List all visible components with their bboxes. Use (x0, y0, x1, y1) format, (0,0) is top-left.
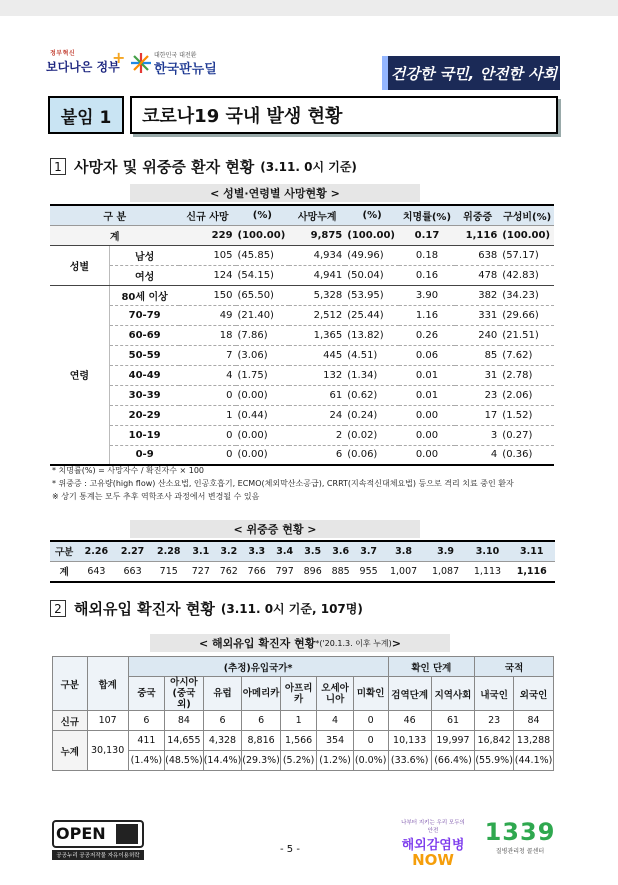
table-cell: 1 (280, 711, 316, 731)
table-cell: (0.00) (236, 445, 290, 465)
table-cell: (0.62) (345, 385, 399, 405)
table-cell: (44.1%) (514, 751, 554, 771)
table-cell: 60-69 (109, 325, 179, 345)
table-cell: 5,328 (289, 285, 345, 305)
table-cell: 40-49 (109, 365, 179, 385)
table-cell: 638 (455, 245, 500, 265)
page-number: - 5 - (280, 844, 300, 855)
table-row (50, 385, 554, 405)
table-cell: 478 (455, 265, 500, 285)
table-cell: 0.06 (399, 345, 455, 365)
table-cell: 3 (455, 425, 500, 445)
row-label: 계 (50, 561, 78, 582)
table-cell: (1.34) (345, 365, 399, 385)
table-cell: 61 (289, 385, 345, 405)
table-row-new: 신규 107 6 84 6 6 1 4 0 46 61 23 84 (53, 711, 554, 731)
import-table-caption: < 해외유입 확진자 현황 *('20.1.3. 이후 누계) > (150, 634, 450, 652)
table-cell: (66.4%) (431, 751, 474, 771)
table-cell: (42.83) (500, 265, 554, 285)
license-icon (116, 824, 138, 844)
country-header: 아메리카 (242, 677, 281, 711)
table-cell: (57.17) (500, 245, 554, 265)
table-cell: 2,512 (289, 305, 345, 325)
table-cell: (29.3%) (242, 751, 281, 771)
table-row (50, 561, 555, 582)
table-cell: 70-79 (109, 305, 179, 325)
table-cell: 84 (165, 711, 204, 731)
table-cell: 46 (388, 711, 431, 731)
confirm-header: 검역단계 (388, 677, 431, 711)
section-number: 2 (50, 600, 66, 617)
col-header: (%) (236, 205, 290, 225)
table-cell: (2.78) (500, 365, 554, 385)
table-cell: 411 (128, 731, 164, 751)
col-header: 치명률(%) (399, 205, 455, 225)
section-title: 사망자 및 위중증 환자 현황 (74, 158, 255, 176)
korean-new-deal-logo: 대한민국 대전환 한국판뉴딜 (130, 48, 240, 82)
table-cell: (2.06) (500, 385, 554, 405)
table-cell: 6 (203, 711, 242, 731)
table-cell: 4 (317, 711, 353, 731)
title-bar (48, 96, 558, 134)
table-cell: 445 (289, 345, 345, 365)
table-cell: (50.04) (345, 265, 399, 285)
table-cell: (49.96) (345, 245, 399, 265)
date-header: 3.10 (467, 541, 509, 561)
table-cell: 4 (455, 445, 500, 465)
table-cell: 762 (215, 561, 243, 582)
import-header-row-2 (53, 677, 554, 711)
table-cell: (14.4%) (203, 751, 242, 771)
table-cell: (21.51) (500, 325, 554, 345)
note-line: * 치명률(%) = 사망자수 / 확진자수 × 100 (52, 466, 205, 475)
table-cell: 1,113 (467, 561, 509, 582)
severe-table-caption: < 위중증 현황 > (130, 520, 420, 538)
table-cell: (13.82) (345, 325, 399, 345)
table-cell: (4.51) (345, 345, 399, 365)
section-title: 해외유입 확진자 현황 (74, 600, 215, 618)
col-header: 구성비(%) (500, 205, 554, 225)
table-row (50, 345, 554, 365)
table-cell: (1.75) (236, 365, 290, 385)
table-cell: 여성 (109, 265, 179, 285)
table-cell: 7 (179, 345, 235, 365)
date-header: 3.2 (215, 541, 243, 561)
table-cell: 61 (431, 711, 474, 731)
table-cell: 1,116 (508, 561, 555, 582)
top-band (0, 0, 618, 16)
col-header: 구분 (50, 541, 78, 561)
table-cell: 50-59 (109, 345, 179, 365)
gov-innovation-logo: 정부혁신 보다나은 정부 + (46, 48, 126, 74)
table-cell: 10-19 (109, 425, 179, 445)
table-cell: 727 (187, 561, 215, 582)
country-header: 미확인 (353, 677, 388, 711)
table-cell: (0.02) (345, 425, 399, 445)
table-row-total: 계 229 (100.00) 9,875 (100.00) 0.17 1,116 (100.00) (50, 225, 554, 245)
table-cell: 1,007 (383, 561, 425, 582)
col-header: 위중증 (455, 205, 500, 225)
table-cell: (53.95) (345, 285, 399, 305)
table-row (50, 245, 554, 265)
table-cell: (45.85) (236, 245, 290, 265)
table-row (50, 265, 554, 285)
table-cell: 10,133 (388, 731, 431, 751)
severe-table-header (50, 541, 555, 561)
table-cell: 0 (353, 731, 388, 751)
table-cell: 6 (128, 711, 164, 731)
group-label-sex: 성별 (50, 245, 109, 285)
table-cell: 1.16 (399, 305, 455, 325)
death-table (50, 204, 554, 466)
table-cell: 6 (242, 711, 281, 731)
table-cell: 23 (475, 711, 514, 731)
table-cell: (33.6%) (388, 751, 431, 771)
confirm-header: 지역사회 (431, 677, 474, 711)
open-license-logo: OPEN 공공누리 공공저작물 자유이용허락 (52, 820, 144, 862)
table-cell: 20-29 (109, 405, 179, 425)
table-cell: 124 (179, 265, 235, 285)
import-table (52, 656, 554, 771)
table-cell: (7.86) (236, 325, 290, 345)
table-cell: 6 (289, 445, 345, 465)
date-header: 2.28 (151, 541, 187, 561)
table-row (50, 325, 554, 345)
table-row (50, 365, 554, 385)
table-cell: (0.44) (236, 405, 290, 425)
table-cell: 24 (289, 405, 345, 425)
table-cell: 4 (179, 365, 235, 385)
table-row (50, 425, 554, 445)
table-cell: 0.26 (399, 325, 455, 345)
table-cell: 0.01 (399, 385, 455, 405)
table-cell: 1,087 (425, 561, 467, 582)
table-cell: 1 (179, 405, 235, 425)
table-cell: 354 (317, 731, 353, 751)
table-cell: 2 (289, 425, 345, 445)
col-header: 사망누계 (289, 205, 345, 225)
table-cell: 0.00 (399, 425, 455, 445)
table-row-cumulative: 누계 30,130 411 14,655 4,328 8,816 1,566 354 0 10,133 19,997 16,842 13,288 (53, 731, 554, 751)
table-cell: 30-39 (109, 385, 179, 405)
table-cell: 240 (455, 325, 500, 345)
table-cell: 382 (455, 285, 500, 305)
date-header: 3.1 (187, 541, 215, 561)
table-cell: (21.40) (236, 305, 290, 325)
table-cell: 16,842 (475, 731, 514, 751)
section-subtitle: (3.11. 0시 기준) (260, 160, 357, 174)
table-cell: 4,941 (289, 265, 345, 285)
import-header-row-1: 구분 합계 (추정)유입국가* 확인 단계 국적 (53, 657, 554, 677)
table-cell: 797 (271, 561, 299, 582)
table-cell: (29.66) (500, 305, 554, 325)
table-cell: (1.52) (500, 405, 554, 425)
nation-header: 내국인 (475, 677, 514, 711)
table-cell: 643 (78, 561, 114, 582)
table-cell: 885 (327, 561, 355, 582)
date-header: 3.8 (383, 541, 425, 561)
overseas-infection-now-logo: 나부터 지키는 우리 모두의 안전 해외감염병 NOW (401, 820, 465, 869)
date-header: 3.3 (243, 541, 271, 561)
table-cell: 31 (455, 365, 500, 385)
table-cell: 663 (114, 561, 150, 582)
table-cell: 1,365 (289, 325, 345, 345)
table-cell: 331 (455, 305, 500, 325)
table-cell: (1.4%) (128, 751, 164, 771)
table-cell: 17 (455, 405, 500, 425)
table-cell: 80세 이상 (109, 285, 179, 305)
plus-icon: + (112, 48, 126, 67)
table-cell: (0.36) (500, 445, 554, 465)
table-cell: (5.2%) (280, 751, 316, 771)
table-row (50, 445, 554, 465)
table-cell: 85 (455, 345, 500, 365)
table-cell: 13,288 (514, 731, 554, 751)
date-header: 3.6 (327, 541, 355, 561)
table-cell: (65.50) (236, 285, 290, 305)
table-cell: 14,655 (165, 731, 204, 751)
country-header: 중국 (128, 677, 164, 711)
table-cell: 0 (179, 445, 235, 465)
severe-table (50, 540, 555, 583)
call-center-logo: 1339 질병관리청 콜센터 (484, 818, 556, 855)
table-cell: (0.06) (345, 445, 399, 465)
table-cell: (0.24) (345, 405, 399, 425)
note-line: * 위중증 : 고유량(high flow) 산소요법, 인공호흡기, ECMO(체외막산소공급), CRRT(지속적신대체요법) 등으로 격리 치료 중인 환자 (52, 479, 514, 488)
date-header: 3.9 (425, 541, 467, 561)
table-cell: 0.01 (399, 365, 455, 385)
table-cell: (1.2%) (317, 751, 353, 771)
table-cell: 23 (455, 385, 500, 405)
date-header: 2.27 (114, 541, 150, 561)
star-burst-icon (130, 52, 152, 74)
country-header: 유럽 (203, 677, 242, 711)
country-header: 아프리카 (280, 677, 316, 711)
table-cell: 0.18 (399, 245, 455, 265)
table-cell: (0.27) (500, 425, 554, 445)
col-header: 구 분 (50, 205, 179, 225)
table-cell: (34.23) (500, 285, 554, 305)
col-header: 신규 사망 (179, 205, 235, 225)
table-row (50, 405, 554, 425)
section-number: 1 (50, 158, 66, 175)
table-cell: 0.16 (399, 265, 455, 285)
table-cell: 3.90 (399, 285, 455, 305)
table-cell: (55.9%) (475, 751, 514, 771)
date-header: 2.26 (78, 541, 114, 561)
country-header: 아시아 (중국 외) (165, 677, 204, 711)
death-table-header (50, 205, 554, 225)
table-cell: 0 (179, 425, 235, 445)
table-cell: 4,934 (289, 245, 345, 265)
table-cell: 0 (179, 385, 235, 405)
table-cell: 8,816 (242, 731, 281, 751)
section1-heading (50, 156, 357, 177)
date-header: 3.11 (508, 541, 555, 561)
table-cell: 1,566 (280, 731, 316, 751)
table-cell: (7.62) (500, 345, 554, 365)
col-header: (%) (345, 205, 399, 225)
table-cell: 0.00 (399, 405, 455, 425)
table-row (50, 285, 554, 305)
attachment-tag: 붙임 1 (48, 96, 124, 134)
table-cell: 18 (179, 325, 235, 345)
page-title: 코로나19 국내 발생 현황 (130, 96, 558, 134)
death-table-caption: < 성별·연령별 사망현황 > (130, 184, 420, 202)
section2-heading (50, 598, 363, 619)
country-header: 오세아니아 (317, 677, 353, 711)
table-cell: 남성 (109, 245, 179, 265)
table-cell: (54.15) (236, 265, 290, 285)
table-cell: 49 (179, 305, 235, 325)
table-cell: 0.00 (399, 445, 455, 465)
group-label-age: 연령 (50, 285, 109, 465)
date-header: 3.4 (271, 541, 299, 561)
table-cell: 896 (299, 561, 327, 582)
table-cell: 955 (355, 561, 383, 582)
table-cell: (0.00) (236, 425, 290, 445)
table-cell: (25.44) (345, 305, 399, 325)
date-header: 3.5 (299, 541, 327, 561)
table-cell: 84 (514, 711, 554, 731)
table-cell: 105 (179, 245, 235, 265)
table-row-cumulative-pct (53, 751, 554, 771)
table-cell: 766 (243, 561, 271, 582)
table-cell: (3.06) (236, 345, 290, 365)
table-cell: 132 (289, 365, 345, 385)
table-cell: 0 (353, 711, 388, 731)
table-row (50, 305, 554, 325)
slogan-banner: 건강한 국민, 안전한 사회 (382, 56, 560, 90)
table-cell: (48.5%) (165, 751, 204, 771)
table-cell: 715 (151, 561, 187, 582)
table-cell: 0-9 (109, 445, 179, 465)
table-cell: (0.0%) (353, 751, 388, 771)
table-cell: 19,997 (431, 731, 474, 751)
table-cell: (0.00) (236, 385, 290, 405)
date-header: 3.7 (355, 541, 383, 561)
section-subtitle: (3.11. 0시 기준, 107명) (220, 602, 363, 616)
notes (52, 464, 514, 503)
table-cell: 4,328 (203, 731, 242, 751)
nation-header: 외국인 (514, 677, 554, 711)
note-line: ※ 상기 통계는 모두 추후 역학조사 과정에서 변경될 수 있음 (52, 492, 260, 501)
table-cell: 150 (179, 285, 235, 305)
